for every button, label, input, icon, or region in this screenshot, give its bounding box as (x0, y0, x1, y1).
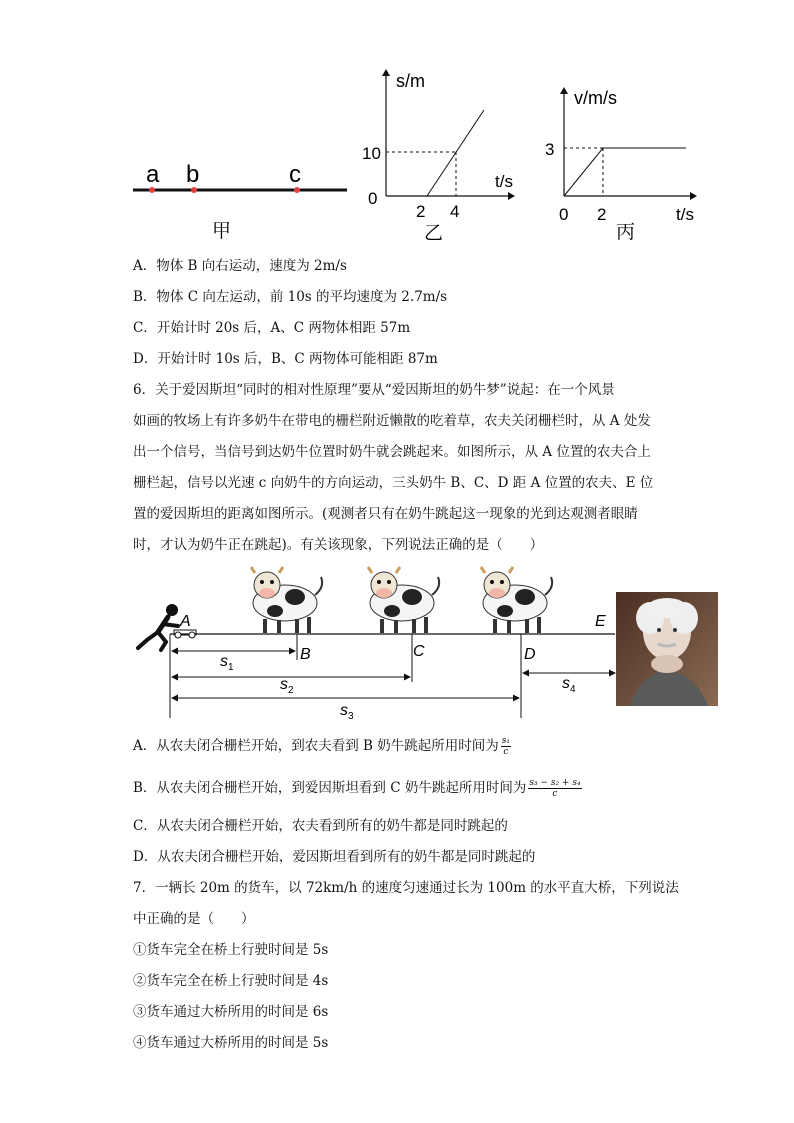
x-tick-2: 2 (416, 202, 426, 221)
cow-icon (251, 567, 322, 633)
q6-stem-line: 出一个信号，当信号到达奶牛位置时奶牛就会跳起来。如图所示，从 A 位置的农夫合上 (133, 444, 651, 460)
y-axis-arrow (560, 87, 568, 94)
figure-yi (358, 62, 518, 242)
q6-option-a: A．从农夫闭合栅栏开始，到农夫看到 B 奶牛跳起所用时间为 $\frac{\text{s₁}}{c}$ (133, 736, 510, 757)
cow-icon (368, 567, 439, 633)
q7-stem-line: 7．一辆长 20m 的货车，以 72km/h 的速度匀速通过长为 100m 的水平直大桥，下列说法 (133, 880, 679, 896)
label-c: c (289, 161, 301, 188)
label-E: E (595, 613, 606, 630)
y-axis-arrow (382, 69, 390, 76)
label-b: b (186, 161, 200, 188)
figure-bing (538, 78, 713, 248)
origin-label: 0 (559, 205, 569, 224)
fraction-s3-s2-s4-over-c: $\frac{\text{s₃ − s₂ + s₄}}{c}$ (529, 778, 581, 799)
q7-statement-3: ③货车通过大桥所用的时间是 6s (133, 1004, 329, 1020)
y-axis-label: v/m/s (574, 88, 617, 108)
caption-jia: 甲 (212, 221, 232, 242)
q6-stem-line: 6．关于爱因斯坦“同时的相对性原理”要从“爱因斯坦的奶牛梦”说起：在一个风景 (133, 382, 615, 398)
einstein-portrait (616, 592, 718, 706)
caption-yi: 乙 (424, 223, 444, 242)
q7-stem-line: 中正确的是（ ） (133, 911, 255, 927)
x-axis-arrow (690, 192, 697, 200)
label-B: B (300, 646, 311, 663)
y-tick-10: 10 (362, 144, 381, 163)
v-t-line (564, 148, 686, 196)
cow-icon (481, 567, 552, 633)
farmer-icon (138, 604, 178, 650)
origin-label: 0 (368, 189, 378, 208)
label-D: D (524, 646, 536, 663)
q6-stem-line: 置的爱因斯坦的距离如图所示。(观测者只有在奶牛跳起这一现象的光到达观测者眼睛 (133, 506, 638, 522)
y-axis-label: s/m (396, 71, 425, 91)
cow-figure (130, 562, 720, 722)
x-axis-arrow (508, 192, 515, 200)
figure-jia (130, 150, 355, 245)
x-tick-2: 2 (597, 205, 607, 224)
q6-stem-line: 如画的牧场上有许多奶牛在带电的栅栏附近懒散的吃着草，农夫关闭栅栏时，从 A 处发 (133, 413, 651, 429)
label-A: A (180, 613, 191, 630)
label-s4: $s_4$ (562, 675, 576, 695)
q5-option-b: B．物体 C 向左运动，前 10s 的平均速度为 2.7m/s (133, 289, 448, 305)
q7-statement-4: ④货车通过大桥所用的时间是 5s (133, 1035, 329, 1051)
q6-stem-line: 栅栏起，信号以光速 c 向奶牛的方向运动，三头奶牛 B、C、D 距 A 位置的农夫、E 位 (133, 475, 654, 491)
q7-statement-2: ②货车完全在桥上行驶时间是 4s (133, 973, 329, 989)
label-C: C (413, 643, 425, 660)
x-tick-4: 4 (450, 202, 460, 221)
q6-option-c: C．从农夫闭合栅栏开始，农夫看到所有的奶牛都是同时跳起的 (133, 818, 508, 834)
q5-option-a: A．物体 B 向右运动，速度为 2m/s (133, 258, 347, 274)
figure-jia-svg (130, 150, 355, 245)
q5-option-c: C．开始计时 20s 后，A、C 两物体相距 57m (133, 320, 411, 336)
caption-bing: 丙 (616, 222, 636, 243)
q7-statement-1: ①货车完全在桥上行驶时间是 5s (133, 942, 329, 958)
v-t-graph (538, 78, 713, 248)
q6-option-b: B．从农夫闭合栅栏开始，到爱因斯坦看到 C 奶牛跳起所用时间为 $\frac{\text{s₃ − s₂ + s₄}}{c}$ (133, 778, 581, 799)
y-tick-3: 3 (545, 140, 555, 159)
q6-option-d: D．从农夫闭合栅栏开始，爱因斯坦看到所有的奶牛都是同时跳起的 (133, 849, 536, 865)
label-s3: $s_3$ (340, 702, 354, 722)
fraction-s1-over-c: $\frac{\text{s₁}}{c}$ (501, 736, 510, 757)
x-axis-label: t/s (676, 205, 694, 224)
x-axis-label: t/s (495, 172, 513, 191)
label-s2: $s_2$ (280, 676, 294, 696)
label-a: a (146, 161, 160, 188)
label-s1: $s_1$ (220, 653, 234, 673)
cow-figure-svg (130, 562, 720, 722)
s-t-graph (358, 62, 518, 242)
q5-option-d: D．开始计时 10s 后，B、C 两物体可能相距 87m (133, 351, 438, 367)
q6-stem-line: 时，才认为奶牛正在跳起)。有关该现象，下列说法正确的是（ ） (133, 537, 544, 553)
